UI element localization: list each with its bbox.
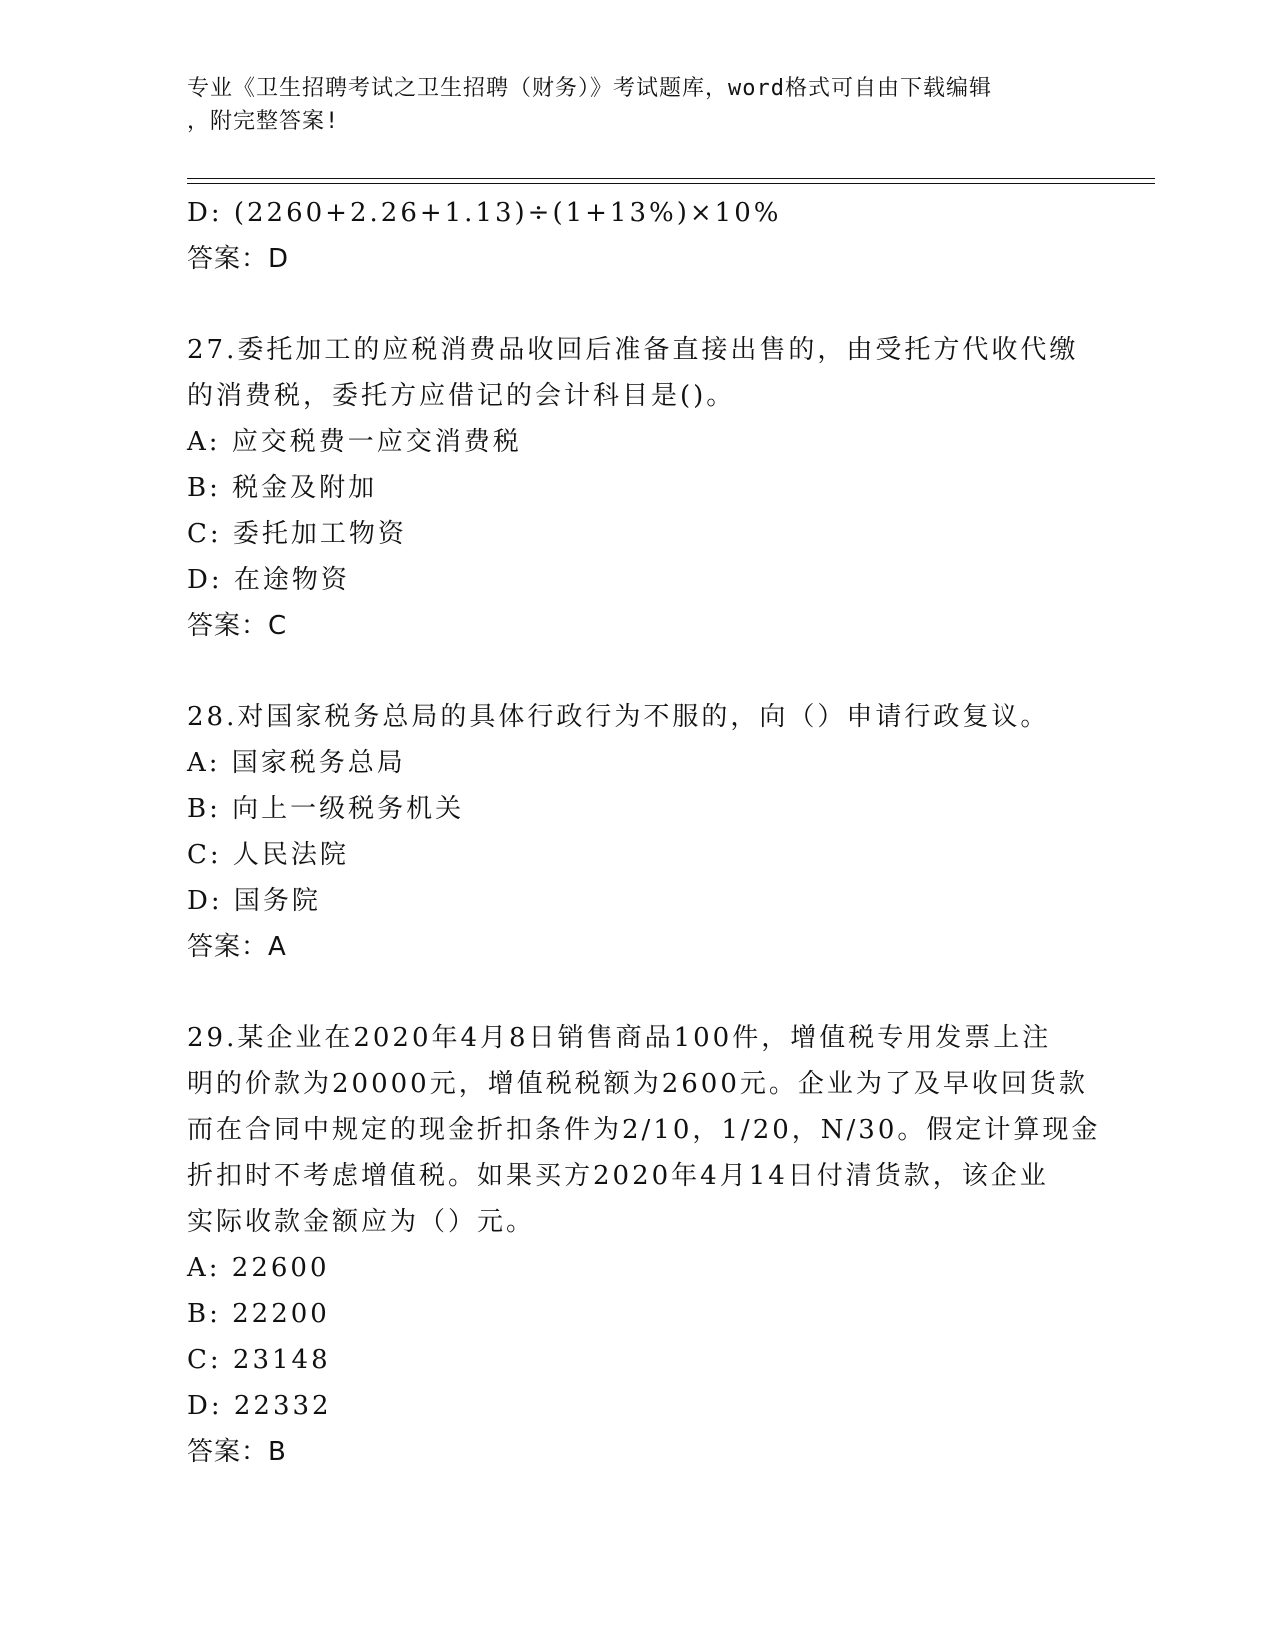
option-c: C: 委托加工物资 xyxy=(187,519,407,549)
question-29 xyxy=(187,1015,1101,1475)
option-c: C: 人民法院 xyxy=(187,840,349,870)
option-b: B: 向上一级税务机关 xyxy=(187,794,465,824)
stem-line: 折扣时不考虑增值税。如果买方2020年4月14日付清货款，该企业 xyxy=(187,1161,1049,1191)
question-list xyxy=(187,190,1101,1475)
option-a: A: 国家税务总局 xyxy=(187,748,406,778)
document-header xyxy=(187,72,1067,138)
stem-line: 27.委托加工的应税消费品收回后准备直接出售的，由受托方代收代缴 xyxy=(187,335,1079,365)
header-divider-bottom xyxy=(187,183,1155,184)
stem-line: 的消费税，委托方应借记的会计科目是()。 xyxy=(187,381,736,411)
question-stem xyxy=(187,1015,1101,1245)
option-d: D: 国务院 xyxy=(187,886,321,916)
answer-line: 答案：A xyxy=(187,932,287,962)
answer-line: 答案：C xyxy=(187,611,288,641)
option-d: D: 22332 xyxy=(187,1391,332,1421)
stem-line: 28.对国家税务总局的具体行政行为不服的，向（）申请行政复议。 xyxy=(187,702,1050,732)
question-28 xyxy=(187,694,1087,970)
answer-line: 答案：B xyxy=(187,1437,287,1467)
question-27 xyxy=(187,327,1087,649)
header-line-2: ，附完整答案! xyxy=(187,109,340,134)
option-a: A: 应交税费一应交消费税 xyxy=(187,427,522,457)
stem-line: 明的价款为20000元，增值税税额为2600元。企业为了及早收回货款 xyxy=(187,1069,1088,1099)
option-a: A: 22600 xyxy=(187,1253,330,1283)
answer-line: 答案：D xyxy=(187,244,290,274)
stem-line: 实际收款金额应为（）元。 xyxy=(187,1207,536,1237)
previous-question-tail xyxy=(187,190,1087,282)
stem-line: 而在合同中规定的现金折扣条件为2/10，1/20，N/30。假定计算现金 xyxy=(187,1115,1101,1145)
question-stem xyxy=(187,694,1067,740)
option-c: C: 23148 xyxy=(187,1345,331,1375)
option-b: B: 22200 xyxy=(187,1299,330,1329)
question-stem xyxy=(187,327,1079,419)
stem-line: 29.某企业在2020年4月8日销售商品100件，增值税专用发票上注 xyxy=(187,1023,1052,1053)
header-divider-top xyxy=(187,178,1155,179)
option-d: D: 在途物资 xyxy=(187,565,350,595)
header-line-1: 专业《卫生招聘考试之卫生招聘（财务）》考试题库，word格式可自由下载编辑 xyxy=(187,76,992,101)
option-d: D: (2260+2.26+1.13)÷(1+13%)×10% xyxy=(187,198,782,228)
option-b: B: 税金及附加 xyxy=(187,473,378,503)
